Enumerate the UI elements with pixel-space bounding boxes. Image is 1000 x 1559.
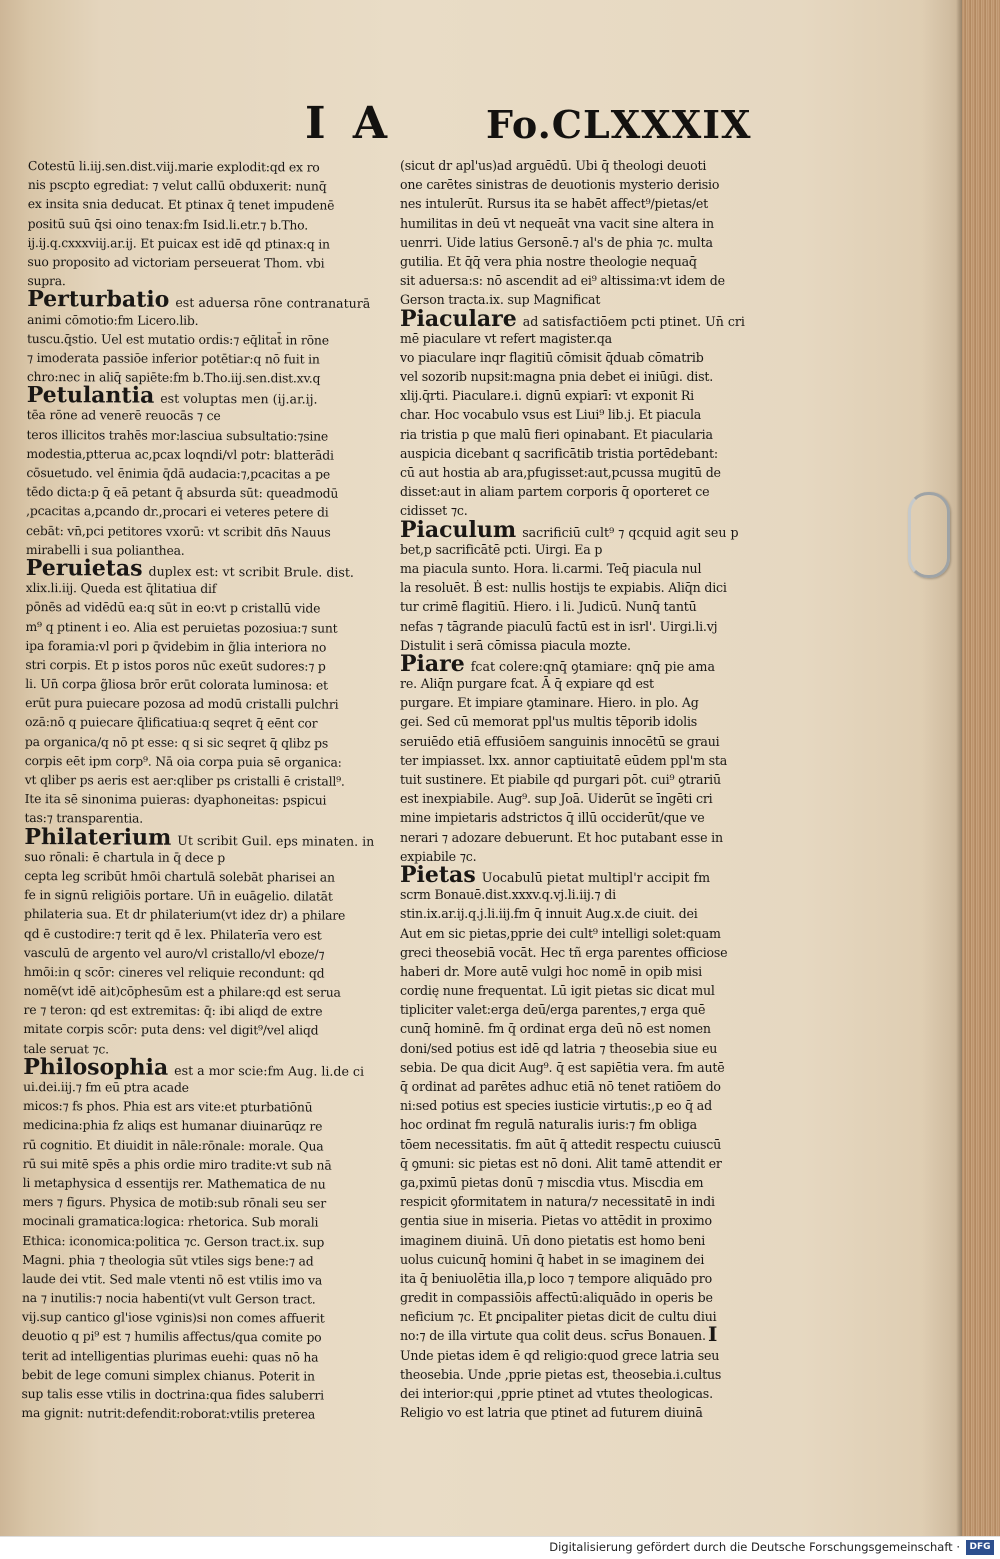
line-text: mirabelli i sua polianthea.: [25, 541, 185, 558]
text-line: [23, 1154, 383, 1175]
line-text: bet,p sacrificātē pcti. Uirgi. Ea p: [400, 541, 603, 557]
line-text: ui.dei.iij.⁊ fm eū ptra acade: [23, 1078, 189, 1095]
text-line: [400, 233, 772, 252]
line-text: purgare. Et impiare ꝯtaminare. Hiero. in plo. Ag: [400, 695, 699, 711]
text-line: [400, 693, 772, 712]
line-text: cepta leg scribūt hmōi chartulā solebāt pharisei an: [24, 867, 335, 885]
text-line: [23, 1019, 383, 1040]
line-text: suo proposito ad victoriam perseuerat Thom. vbi: [27, 253, 325, 271]
text-line: [400, 482, 772, 501]
text-line: [400, 194, 772, 213]
text-line: [25, 655, 385, 676]
text-line: [22, 1307, 382, 1328]
text-line: [25, 712, 385, 733]
text-line: [400, 674, 772, 693]
text-line: [22, 1230, 382, 1251]
line-text: micos:⁊ fs phos. Phia est ars vite:et pturbatiōnū: [22, 1098, 313, 1115]
text-line: [24, 904, 384, 925]
text-line: [400, 617, 772, 636]
text-line: [400, 405, 772, 424]
text-line: [26, 482, 386, 503]
text-line: [22, 1192, 382, 1213]
text-line: [26, 521, 386, 542]
text-line: [21, 1384, 381, 1405]
text-line: [25, 751, 385, 772]
line-text: neficium ⁊c. Et ꝑncipaliter pietas dicit de cultu diui: [400, 1309, 717, 1325]
text-line: [400, 444, 772, 463]
line-text: auspicia dicebant q sacrificātib tristia portēdebant:: [400, 445, 718, 461]
entry-headword: Perturbatio: [27, 286, 170, 314]
line-text: mers ⁊ figurs. Physica de motib:sub rōnali seu ser: [22, 1194, 326, 1211]
line-text: est aduersa rōne contranaturā: [175, 295, 371, 312]
line-text: mē piaculare vt refert magister.qa: [400, 330, 612, 346]
entry-line: [23, 1053, 383, 1081]
line-text: uolus cuicunq̄ homini q̄ habet in se imaginem dei: [400, 1251, 705, 1267]
line-text: ⁊ imoderata passiōe inferior potētiar:q nō fuit in: [26, 349, 320, 367]
line-text: fcat colere:qnq̄ ꝯtamiare: qnq̄ pie ama: [470, 658, 716, 674]
text-line: [400, 1269, 772, 1288]
line-text: cidisset ⁊c.: [400, 503, 468, 519]
line-text: cordię nune frequentat. Lū igit pietas sic dicat mul: [400, 983, 715, 999]
line-text: hoc ordinat fm regulā naturalis iuris:⁊ fm obliga: [400, 1117, 697, 1133]
text-line: [400, 751, 772, 770]
text-line: [400, 1250, 772, 1269]
line-text: est a mor scie:fm Aug. li.de ci: [174, 1062, 365, 1079]
header-letters: I A: [305, 98, 394, 149]
line-text: terit ad intelligentias plurimas euehi: quas nō ha: [21, 1347, 319, 1365]
text-line: [23, 1077, 383, 1098]
entry-line: [400, 650, 772, 677]
line-text: mitate corpis scōr: puta dens: vel digit⁹/vel aliqd: [23, 1021, 319, 1038]
line-text: ita q̄ beniuolētia illa,p loco ⁊ tempore aliquādo pro: [400, 1270, 712, 1286]
text-line: [400, 1346, 772, 1365]
line-text: suo rōnali: ē chartula in q̄ dece p: [24, 848, 226, 865]
line-text: nefas ⁊ tāgrande piaculū factū est in isrl'. Uirgi.li.vj: [400, 618, 718, 634]
entry-line: [400, 305, 772, 332]
text-line: [400, 578, 772, 597]
line-text: Unde pietas idem ē qd religio:quod grece latria seu: [400, 1347, 720, 1363]
text-line: [400, 1154, 772, 1173]
text-line: [400, 828, 772, 847]
text-line: [400, 1000, 772, 1019]
entry-headword: Pietas: [400, 861, 476, 888]
text-line: [400, 540, 772, 559]
line-text: one carētes sinistras de deuotionis mysterio derisio: [400, 177, 720, 193]
line-text: (sicut dr apl'us)ad arguēdū. Ubi q̄ theologi deuoti: [400, 158, 707, 173]
line-text: Religio vo est latria que ptinet ad futurem diuinā: [400, 1405, 703, 1421]
dfg-logo: DFG: [966, 1540, 994, 1555]
line-text: ga,pximū pietas donū ⁊ miscdia vtus. Miscdia em: [400, 1174, 704, 1190]
line-text: positū suū q̄si oino tenax:fm Isid.li.etr.⁊ b.Tho.: [27, 215, 309, 233]
line-text: stin.ix.ar.ij.q.j.li.iij.fm q̄ innuit Aug.x.de ciuit. dei: [400, 906, 698, 922]
text-line: [400, 597, 772, 616]
line-text: Cotestū li.iij.sen.dist.viij.marie explodit:qd ex ro: [27, 157, 320, 175]
line-text: Ite ita sē sinonima puieras: dyaphoneitas: pspicui: [24, 791, 327, 808]
text-line: [400, 962, 772, 981]
line-text: xlij.q̄rti. Piaculare.i. dignū expiarī: vt exponit Ri: [400, 388, 694, 404]
text-line: [400, 252, 772, 271]
line-text: pa organica/q nō pt esse: q si sic seqret q̄ qlibz ps: [24, 733, 329, 751]
text-line: [400, 156, 772, 175]
text-line: [27, 405, 387, 426]
line-text: dei interior:qui ,pprie ptinet ad vtutes theologicas.: [400, 1386, 713, 1401]
line-text: nomē(vt idē ait)cōphesūm est a philare:qd est serua: [23, 983, 341, 1000]
line-text: Aut em sic pietas,pprie dei cult⁹ intelligi solet:quam: [400, 925, 721, 941]
text-line: [400, 463, 772, 482]
line-text: m⁹ q ptinent i eo. Alia est peruietas pozosiua:⁊ sunt: [25, 618, 338, 636]
text-line: [28, 194, 388, 215]
line-text: vo piaculare inqr flagitiū cōmisit q̄duab cōmatrib: [400, 349, 704, 365]
text-line: [400, 559, 772, 578]
line-text: est inexpiabile. Aug⁹. sup Joā. Uiderūt se īngēti cri: [400, 791, 713, 807]
line-text: no:⁊ de illa virtute qua colit deus. scr̄us Bonauen.: [400, 1328, 706, 1344]
line-text: ter impiasset. lxx. annor captiuitatē eūdem ppl'm sta: [400, 752, 728, 768]
text-line: [400, 1403, 772, 1422]
line-text: philateria sua. Et dr philaterium(vt idez dr) a philare: [23, 906, 346, 923]
text-line: [24, 981, 384, 1002]
line-text: xlix.li.iij. Queda est q̄litatiua dif: [25, 580, 217, 597]
text-line: [22, 1269, 382, 1290]
line-text: theosebia. Unde ,pprie pietas est, theosebia.i.cultus: [400, 1366, 722, 1382]
line-text: corpis eēt ipm corp⁹. Nā oia corpa puia sē organica:: [24, 752, 342, 770]
text-line: [400, 329, 772, 348]
text-line: [400, 367, 772, 386]
text-line: [400, 981, 772, 1000]
entry-line: [27, 286, 387, 314]
text-line: [400, 1019, 772, 1038]
text-line: [28, 214, 388, 235]
entry-line: [26, 382, 387, 409]
line-text: mocinali gramatica:logica: rhetorica. Sub morali: [22, 1213, 319, 1230]
line-text: disset:aut in aliam partem corporis q̄ oporteret ce: [400, 484, 710, 500]
line-text: qd ē custodire:⁊ terit qd ē lex. Philaterīa vero est: [23, 925, 322, 943]
line-text: vt qliber ps aeris est aer:qliber ps cristalli ē cristall⁹.: [24, 771, 345, 789]
line-text: gei. Sed cū memorat ppl'us multis tēporib idolis: [400, 714, 698, 730]
text-line: [22, 1326, 382, 1347]
line-text: ,pcacitas a,pcando dr.,procari ei veteres petere di: [26, 503, 329, 520]
text-line: [400, 808, 772, 827]
entry-headword: Philaterium: [24, 823, 172, 851]
text-line: [26, 597, 386, 618]
line-text: Ut scribit Guil. eps minaten. in: [177, 832, 375, 849]
line-text: tur crimē flagitiū. Hiero. i li. Judicū. Nunq̄ tantū: [400, 599, 697, 615]
line-text: est voluptas men (ij.ar.ij.: [160, 390, 318, 407]
text-line: [400, 924, 772, 943]
line-text: stri corpis. Et p istos poros nūc exeūt sudores:⁊ p: [25, 656, 326, 674]
text-line: [400, 1135, 772, 1154]
text-line: [400, 943, 772, 962]
text-line: [24, 943, 384, 964]
text-line: [22, 1211, 382, 1232]
text-line: [27, 348, 387, 369]
page-fore-edge: [962, 0, 1000, 1536]
line-text: nerari ⁊ adozare debuerunt. Et hoc putabant esse in: [400, 829, 723, 845]
entry-headword: Peruietas: [25, 554, 143, 582]
text-line: [400, 712, 772, 731]
line-text: tōem necessitatis. fm aūt q̄ attedit respectu cuiuscū: [400, 1136, 721, 1152]
line-text: nis pscpto egrediat: ⁊ velut callū obduxerit: nunq̄: [27, 177, 327, 194]
line-text: ria tristia p que malū fieri opinabant. Et piacularia: [400, 426, 713, 442]
line-text: tuscu.q̄stio. Uel est mutatio ordis:⁊ eq̄litat̄ in rōne: [27, 330, 329, 348]
text-line: [400, 904, 772, 923]
line-text: tēdo dicta:p q̄ eā petant q̄ absurda sūt: queadmodū: [26, 484, 339, 501]
line-text: Magni. phia ⁊ theologia sūt vtiles sigs bene:⁊ ad: [22, 1251, 314, 1269]
entry-headword: Piaculum: [400, 516, 517, 543]
entry-line: [400, 861, 772, 888]
text-line: [22, 1288, 382, 1309]
line-text: ipa foramia:vl pori p q̄videbim in g̃lia interiora no: [25, 637, 327, 655]
line-text: humilitas in deū vt nequeāt vna vacit sine altera in: [400, 215, 714, 231]
entry-headword: Petulantia: [26, 382, 155, 409]
line-text: medicina:phia fz aliqs est humanar diuinarūqz re: [22, 1117, 323, 1134]
text-line: [27, 233, 387, 254]
text-line: [22, 1365, 382, 1386]
line-text: tuit sustinere. Et piabile qd purgari pōt. cui⁹ ꝯtrariū: [400, 772, 721, 787]
text-line: [400, 175, 772, 194]
line-text: ex insita snia deducat. Et ptinax q̄ tenet impudenē: [27, 196, 335, 213]
line-text: char. Hoc vocabulo vsus est Liui⁹ lib.j. Et piacula: [400, 407, 702, 423]
line-text: gentia siue in miseria. Pietas vo attēdit in proximo: [400, 1213, 712, 1229]
right-text-column: [400, 156, 772, 1422]
text-line: [25, 693, 385, 714]
line-text: seruiēdo etiā effusiōem sanguinis innocētū se graui: [400, 733, 720, 749]
line-text: nes intulerūt. Rursus ita se habēt affect⁹/pietas/et: [400, 196, 709, 212]
text-line: [400, 271, 772, 290]
line-text: tas:⁊ transparentia.: [24, 810, 144, 826]
line-text: rū cognitio. Et diuidit in nāle:rōnale: morale. Qua: [22, 1136, 324, 1154]
paper-clip: [908, 492, 950, 578]
line-text: uenrri. Uide latius Gersonē.⁊ al's de phia ⁊c. multa: [400, 234, 713, 250]
text-line: [25, 674, 385, 695]
text-line: [23, 1000, 383, 1021]
folio-number: Fo.CLXXXIX: [486, 102, 752, 147]
text-line: [400, 1231, 772, 1250]
text-line: [26, 463, 386, 484]
line-text: imaginem diuinā. Un̄ dono pietatis est homo beni: [400, 1232, 706, 1248]
line-text: tēa rōne ad venerē reuocās ⁊ ce: [26, 407, 221, 424]
line-text: pōnēs ad vidēdū ea:q sūt in eo:vt p cristallū vide: [25, 599, 321, 616]
text-line: [400, 386, 772, 405]
text-line: [400, 1058, 772, 1077]
text-line: [27, 252, 387, 273]
line-text: Distulit i serā cōmissa piacula mozte.: [400, 637, 631, 653]
line-text: ma gignit: nutrit:defendit:roborat:vtilis preterea: [21, 1405, 316, 1422]
line-text: supra.: [27, 273, 66, 289]
line-text: animi cōmotio:fm Licero.lib.: [27, 311, 199, 328]
line-text: cunq̄ hominē. fm q̄ ordinat erga deū nō est nomen: [400, 1021, 711, 1037]
text-line: [25, 789, 385, 810]
text-line: [23, 1115, 383, 1136]
line-text: modestia,ptterua ac,pcax loqndi/vl potr: blatterādi: [26, 445, 334, 463]
text-line: [400, 1365, 772, 1384]
text-line: [400, 214, 772, 233]
text-line: [26, 444, 386, 465]
text-line: [400, 1288, 772, 1307]
text-line: [400, 1384, 772, 1403]
text-line: [400, 425, 772, 444]
text-line: [27, 329, 387, 350]
text-line: [25, 636, 385, 657]
text-line: [400, 1115, 772, 1134]
line-text: expiabile ⁊c.: [400, 848, 477, 864]
line-text: rū sui mitē spēs a phis ordie miro tradite:vt sub nā: [22, 1155, 332, 1173]
left-text-column: [21, 156, 388, 1424]
line-text: gredit in compassiōis affectū:aliquādo in operis be: [400, 1290, 713, 1306]
text-line: [24, 962, 384, 983]
line-text: scrm Bonauē.dist.xxxv.q.vj.li.iij.⁊ di: [400, 887, 616, 903]
text-line: [25, 616, 385, 637]
line-text: Uocabulū pietat multipl'r accipit fm: [481, 869, 711, 885]
line-text: haberi dr. More autē vulgi hoc nomē in opib misi: [400, 963, 702, 979]
line-text: tipliciter valet:erga deū/erga parentes,⁊ erga quē: [400, 1002, 706, 1018]
text-line: [24, 866, 384, 887]
text-line: [23, 1173, 383, 1194]
entry-headword: Piaculare: [400, 305, 517, 332]
line-text: sebia. De qua dicit Aug⁹. q̄ est sapiētia vera. fm autē: [400, 1059, 725, 1075]
line-text: chro:nec in aliq̄ sapiēte:fm b.Tho.iij.sen.dist.xv.q: [26, 369, 321, 386]
text-line: [24, 885, 384, 906]
text-line: [24, 847, 384, 868]
text-line: [22, 1250, 382, 1271]
line-text: bebit de lege comuni simplex chianus. Poterit in: [21, 1366, 315, 1384]
text-line: [400, 1096, 772, 1115]
line-text: cebāt: vn̄,pci petitores vxorū: vt scribit dn̄s Nauus: [26, 522, 331, 540]
line-text: mine impietaris adstrictos q̄ illū occiderūt/que ve: [400, 810, 705, 826]
line-text: teros illicitos trahēs mor:lasciua subsultatio:⁊sine: [26, 426, 329, 444]
line-text: erūt pura puiecare pozosa ad modū cristalli pulchri: [25, 695, 339, 712]
line-text: ma piacula sunto. Hora. li.carmi. Teq̄ piacula nul: [400, 560, 702, 576]
line-text: re ⁊ teron: qd est extremitas: q̄: ibi aliqd de extre: [23, 1002, 323, 1019]
line-text: cōsuetudo. vel ēnimia q̄dā audacia:⁊,pcacitas a pe: [26, 464, 331, 482]
line-text: ozā:nō q puiecare q̄lificatiua:q seqret q̄ eēnt cor: [24, 714, 318, 731]
entry-headword: Philosophia: [23, 1053, 169, 1081]
line-text: Gerson tracta.ix. sup Magnificat: [400, 292, 601, 308]
line-text: duplex est: vt scribit Brule. dist.: [148, 563, 355, 580]
catchword: I: [708, 1322, 718, 1346]
running-header: [0, 98, 960, 148]
line-text: la resoluēt. Ḃ est: nullis hostijs te expiabis. Aliq̄n dici: [400, 580, 727, 596]
line-text: hmōi:in q scōr: cineres vel reliquie recondunt: qd: [23, 963, 325, 981]
line-text: tale seruat ⁊c.: [23, 1040, 109, 1057]
line-text: gutilia. Et q̄q̄ vera phia nostre theologie nequaq̄: [400, 253, 697, 269]
line-text: sacrificiū cult⁹ ⁊ qcquid agit seu p: [522, 524, 739, 540]
text-line: [23, 1096, 383, 1117]
text-line: [26, 501, 386, 522]
line-text: li. Un̄ corpa g̃liosa brōr erūt colorata luminosa: et: [25, 676, 328, 693]
text-line: [400, 1077, 772, 1096]
line-text: Ethica: iconomica:politica ⁊c. Gerson tract.ix. sup: [22, 1232, 325, 1250]
text-line: [26, 425, 386, 446]
text-line: [400, 1192, 772, 1211]
footer-bar: [0, 1536, 1000, 1559]
funding-notice: Digitalisierung gefördert durch die Deutsche Forschungsgemeinschaft ·: [549, 1540, 960, 1554]
text-line: [22, 1346, 382, 1367]
text-line: [21, 1403, 381, 1424]
entry-line: [25, 554, 386, 582]
text-line: [400, 732, 772, 751]
text-line: [25, 732, 385, 753]
line-text: sup talis esse vtilis in doctrina:qua fides saluberri: [21, 1385, 324, 1403]
line-text: ad satisfactiōem pcti ptinet. Un̄ cri: [522, 313, 745, 329]
text-line: [27, 309, 387, 330]
line-text: li metaphysica d essentijs rer. Mathematica de nu: [22, 1174, 326, 1192]
text-line: [400, 770, 772, 789]
line-text: vel sozorib nupsit:magna pnia debet ei iniūgi. dist.: [400, 369, 714, 385]
text-line: [400, 885, 772, 904]
line-text: q̄ ꝯmuni: sic pietas est nō doni. Alit tamē attendit er: [400, 1155, 722, 1171]
text-line: [23, 1135, 383, 1156]
text-line: [25, 770, 385, 791]
entry-line: [24, 823, 384, 851]
line-text: sit aduersa:s: nō ascendit ad ei⁹ altissima:vt idem de: [400, 273, 725, 289]
line-text: ij.ij.q.cxxxviij.ar.ij. Et puicax est idē qd ptinax:q in: [27, 234, 330, 252]
line-text: na ⁊ inutilis:⁊ nocia habenti(vt vult Gerson tract.: [21, 1290, 316, 1307]
line-text: cū aut hostia ab ara,pfugisset:aut,pcussa mugitū de: [400, 465, 721, 480]
line-text: doni/sed potius est idē qd latria ⁊ theosebia siue eu: [400, 1040, 718, 1056]
text-line: [26, 578, 386, 599]
line-text: respicit ꝯformitatem in natura/⁊ necessitatē in indi: [400, 1194, 715, 1210]
text-line: [400, 1211, 772, 1230]
line-text: q̄ ordinat ad parētes adhuc etiā nō tenet ratiōem do: [400, 1079, 721, 1094]
line-text: vij.sup cantico gl'iose vginis)si non comes affuerit: [21, 1309, 325, 1326]
text-line: [400, 348, 772, 367]
text-line: [400, 789, 772, 808]
line-text: deuotio q pi⁹ est ⁊ humilis affectus/qua comite po: [21, 1328, 322, 1345]
line-text: fe in signū religiōis portare. Un̄ in euāgelio. dilatāt: [24, 887, 333, 904]
line-text: vasculū de argento vel auro/vl cristallo/vl eboze/⁊: [23, 944, 325, 962]
entry-headword: Piare: [400, 650, 465, 677]
text-line: [28, 175, 388, 196]
text-line: [400, 1173, 772, 1192]
text-line: [28, 156, 388, 177]
line-text: laude dei vtit. Sed male vtenti nō est vtilis imo va: [22, 1270, 323, 1288]
line-text: re. Aliq̄n purgare fcat. Ā q̄ expiare qd est: [400, 676, 654, 692]
text-line: [400, 1039, 772, 1058]
text-line: [24, 923, 384, 944]
line-text: greci theosebiā vocāt. Hec tñ erga parentes officiose: [400, 944, 728, 960]
entry-line: [400, 516, 772, 543]
line-text: ni:sed potius est species iusticie virtutis:,p eo q̄ ad: [400, 1098, 712, 1114]
